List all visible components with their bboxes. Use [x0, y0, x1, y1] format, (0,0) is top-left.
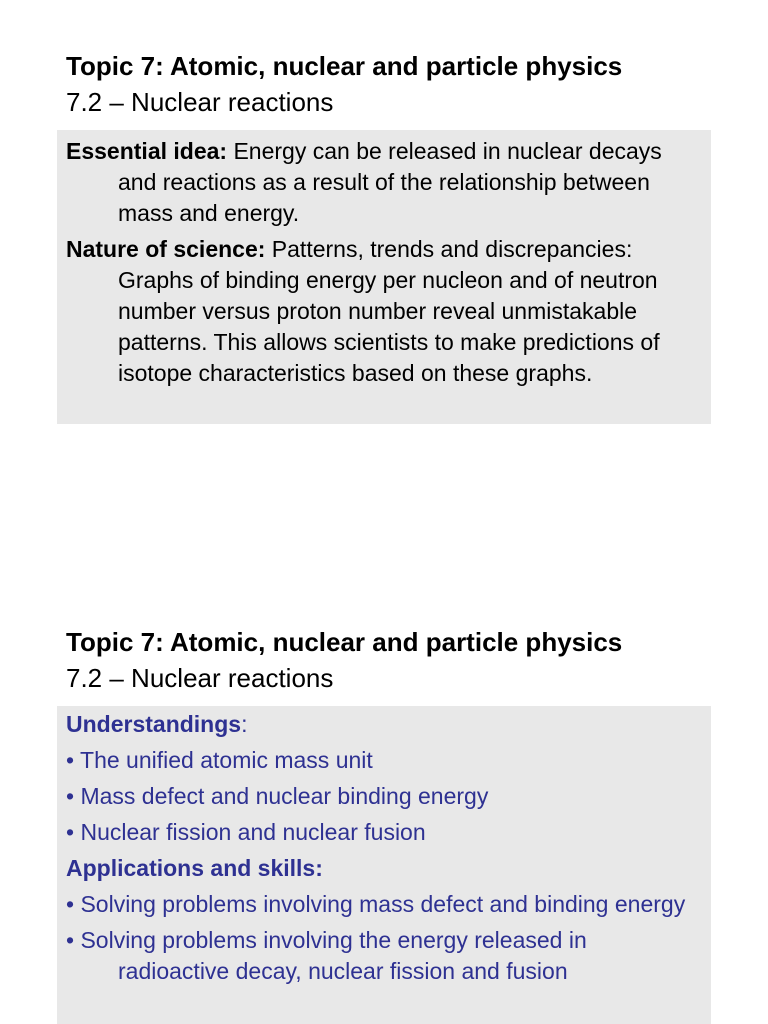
bullet-icon: • — [66, 819, 81, 845]
essential-idea-label: Essential idea: — [66, 138, 228, 164]
essential-idea-text: Energy can be released in nuclear decays and reactions as a result of the relationship between mass and energy. — [118, 138, 662, 226]
slide-2 — [0, 576, 768, 1024]
bullet-icon: • — [66, 783, 81, 809]
slide-title: Topic 7: Atomic, nuclear and particle physics — [66, 627, 623, 657]
list-item: • Nuclear fission and nuclear fusion — [66, 819, 426, 845]
nature-of-science-paragraph — [66, 234, 699, 389]
understandings-heading: Understandings: — [66, 711, 248, 737]
bullet-icon: • — [66, 747, 81, 773]
bullet-icon: • — [66, 927, 81, 953]
applications-heading: Applications and skills: — [66, 855, 323, 881]
list-item: • Mass defect and nuclear binding energy — [66, 783, 489, 809]
essential-idea-box — [57, 130, 711, 424]
slide-title: Topic 7: Atomic, nuclear and particle physics — [66, 51, 623, 81]
understandings-box — [57, 706, 711, 1024]
nature-of-science-label: Nature of science: — [66, 236, 272, 262]
slide-subtitle: 7.2 – Nuclear reactions — [66, 663, 334, 693]
list-item: • The unified atomic mass unit — [66, 747, 373, 773]
list-item: • Solving problems involving mass defect and binding energy — [66, 891, 686, 917]
nature-of-science-text: Patterns, trends and discrepancies: Graphs of binding energy per nucleon and of neutron number versus proton number reveal unmistakable patterns. This allows scientists to make predictions of isotope characteristics based on these graphs. — [118, 236, 660, 386]
list-item: • Solving problems involving the energy released in radioactive decay, nuclear fission and fusion — [66, 927, 587, 984]
essential-idea-paragraph — [66, 136, 699, 229]
slide-subtitle: 7.2 – Nuclear reactions — [66, 87, 334, 117]
bullet-icon: • — [66, 891, 81, 917]
